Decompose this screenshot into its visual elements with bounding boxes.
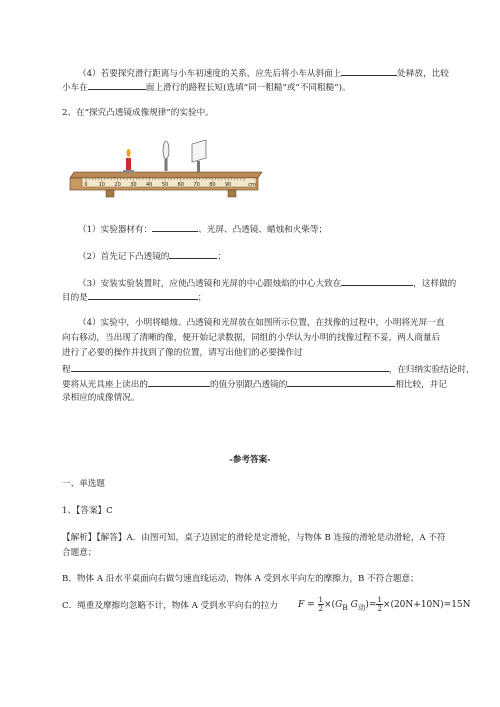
candle-flame bbox=[127, 149, 131, 157]
answer-blank[interactable] bbox=[341, 66, 397, 76]
formula-F: F bbox=[298, 600, 305, 610]
ruler-label: 40 bbox=[146, 182, 153, 188]
q1-4-text3: 小车在 bbox=[62, 83, 88, 93]
formula-fraction: $\frac{1}{2}$ bbox=[318, 596, 324, 613]
ruler-label: 0 bbox=[84, 182, 88, 188]
ruler-label: 50 bbox=[161, 182, 169, 188]
q2-p4-text2: ，在归纳实验结论时， bbox=[388, 365, 475, 375]
answer-blank[interactable] bbox=[169, 249, 217, 259]
section-heading: 一、单选题 bbox=[62, 479, 105, 489]
q2-p2-text2: ； bbox=[217, 252, 227, 262]
answer-blank[interactable] bbox=[88, 290, 198, 300]
formula-close: )= bbox=[365, 600, 377, 610]
q2-part4-line6: 录相应的成像情况。 bbox=[62, 393, 140, 403]
answers-heading: -参考答案- bbox=[229, 455, 271, 465]
q2-part3-line1 bbox=[78, 276, 456, 290]
answer-blank[interactable] bbox=[287, 377, 395, 387]
ruler-label: 10 bbox=[98, 182, 105, 188]
explanation-c: C．绳重及摩擦均忽略不计，物体 A 受到水平向右的拉力 bbox=[62, 601, 278, 611]
candle bbox=[126, 158, 131, 172]
lens-holder bbox=[165, 159, 168, 171]
answer-blank[interactable] bbox=[148, 377, 210, 387]
q2-p4-text4: 的值分别跟凸透镜的 bbox=[209, 380, 288, 390]
q2-p2-text: （2）首先记下凸透镜的 bbox=[78, 252, 170, 262]
q1-4-text1: （4）若要探究滑行距离与小车初速度的关系，应先后将小车从斜面上 bbox=[78, 69, 342, 79]
formula-rest: ×(20N+10N)=15N bbox=[382, 600, 471, 610]
q2-p3-text4: ； bbox=[197, 293, 207, 303]
formula-times: ×( bbox=[324, 600, 336, 610]
q2-p4-text3: 要将从光具座上读出的 bbox=[62, 380, 148, 390]
q1-4-line2 bbox=[62, 80, 351, 94]
explanation-b: B．物体 A 沿水平桌面向右做匀速直线运动，物体 A 受到水平向左的摩擦力，B 不符合题意； bbox=[62, 574, 419, 584]
ruler-label: cm bbox=[248, 182, 256, 188]
q2-part2 bbox=[78, 249, 226, 263]
q2-part4-line4 bbox=[62, 362, 475, 376]
q2-part4-line1: （4）实验中，小明将蜡烛、凸透镜和光屏放在如图所示位置，在找像的过程中，小明将光屏一直 bbox=[78, 318, 445, 328]
answer-blank[interactable] bbox=[71, 362, 389, 372]
q2-p3-text3: 目的是 bbox=[62, 293, 88, 303]
force-formula: F = $\frac{1}{2}$ $\times(G_B$ $G_动)=$ $\frac{1}{2}$ ×(20N+10N)=15N bbox=[298, 596, 471, 613]
q2-p4-text: 程 bbox=[62, 365, 71, 375]
ruler-label: 70 bbox=[193, 182, 200, 188]
formula-GB: G bbox=[335, 600, 343, 610]
q2-part4-line3: 进行了必要的操作并找到了像的位置，请写出他们的必要操作过 bbox=[62, 348, 303, 358]
ruler-label: 90 bbox=[225, 182, 232, 188]
q1-4-line1 bbox=[78, 66, 449, 80]
q2-title: 2、在“探究凸透镜成像规律”的实验中。 bbox=[62, 108, 214, 118]
ruler-label: 20 bbox=[114, 182, 121, 188]
q2-p3-text2: ，这样做的 bbox=[413, 279, 457, 289]
explanation-line1: 【解析】【解答】A．由图可知，桌子边固定的滑轮是定滑轮，与物体 B 连接的滑轮是动滑轮，A 不符 bbox=[62, 533, 446, 543]
q2-p4-text5: 相比较，并记 bbox=[395, 380, 447, 390]
q2-part1 bbox=[78, 222, 327, 236]
light-screen bbox=[192, 140, 206, 162]
candle-holder bbox=[123, 170, 134, 173]
explanation-line2: 合题意； bbox=[62, 548, 97, 558]
q2-p3-text: （3）安装实验装置时，应使凸透镜和光屏的中心跟烛焰的中心大致在 bbox=[78, 279, 342, 289]
formula-Gm: G bbox=[350, 600, 358, 610]
answer-blank[interactable] bbox=[88, 80, 146, 90]
q1-4-text4: 面上滑行的路程长短(选填“同一粗糙”或“不同粗糙”)。 bbox=[145, 83, 351, 93]
q2-part4-line5 bbox=[62, 377, 447, 391]
answer-blank[interactable] bbox=[341, 276, 413, 286]
q2-p1-text2: 、光屏、凸透镜、蜡烛和火柴等； bbox=[198, 225, 328, 235]
formula-fraction2: $\frac{1}{2}$ bbox=[377, 596, 382, 613]
convex-lens bbox=[163, 141, 169, 159]
q2-part3-line2 bbox=[62, 290, 206, 304]
q2-p1-text: （1）实验器材有： bbox=[78, 225, 153, 235]
answer-blank[interactable] bbox=[152, 222, 198, 232]
screen-holder bbox=[197, 161, 200, 172]
formula-eq: = bbox=[307, 600, 315, 610]
ruler-label: 60 bbox=[177, 182, 184, 188]
ruler-label: 30 bbox=[130, 182, 137, 188]
ruler-label: 80 bbox=[209, 182, 216, 188]
optical-bench-figure bbox=[68, 138, 268, 208]
answer-1: 1、【答案】C bbox=[62, 506, 113, 516]
q1-4-text2: 处释放，比较 bbox=[397, 69, 449, 79]
q2-part4-line2: 向右移动，当出现了清晰的像，便开始记录数据，同组的小华认为小明的找像过程不妥，两人商量后 bbox=[62, 333, 441, 343]
